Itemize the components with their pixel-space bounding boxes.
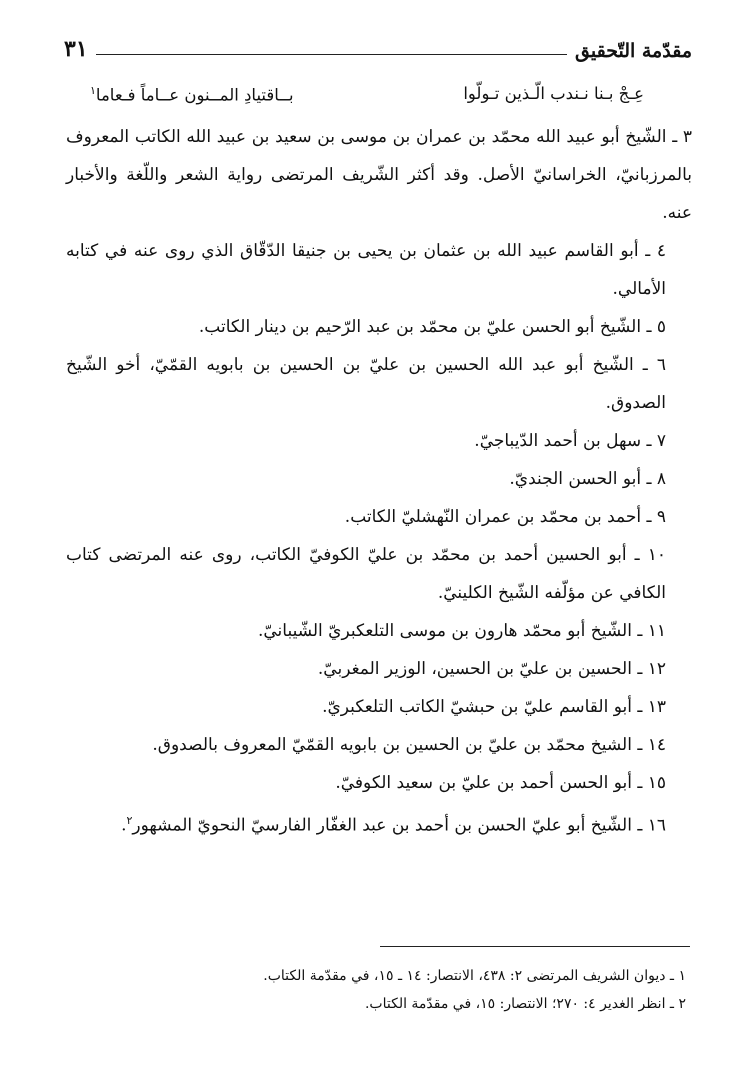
list-item: ١٤ ـ الشيخ محمّد بن عليّ بن الحسين بن بابويه القمّيّ المعروف بالصدوق. — [152, 735, 666, 755]
list-item: ١٣ ـ أبو القاسم عليّ بن حبشيّ الكاتب التلعكبريّ. — [322, 697, 666, 717]
poem-verse — [90, 84, 644, 105]
running-header — [64, 32, 692, 62]
footnotes — [150, 962, 686, 1018]
page-number: ٣١ — [64, 36, 88, 62]
running-title: مقدّمة التّحقيق — [575, 40, 692, 62]
verse-first-hemistich: عِـجْ بـنا نـندب الّـذين تـولّوا — [463, 84, 644, 103]
list-item: ٨ ـ أبو الحسن الجنديّ. — [509, 469, 666, 489]
list-item: ١١ ـ الشّيخ أبو محمّد هارون بن موسى التلعكبريّ الشّيبانيّ. — [257, 621, 666, 641]
list-item: ٧ ـ سهل بن أحمد الدّيباجيّ. — [474, 431, 666, 451]
list-item: ١٦ ـ الشّيخ أبو عليّ الحسن بن أحمد بن عبد الغفّار الفارسيّ النحويّ المشهور$^٢$. — [121, 814, 666, 836]
footnote-divider — [380, 946, 690, 947]
list-item: ١٢ ـ الحسين بن عليّ بن الحسين، الوزير المغربيّ. — [317, 659, 666, 679]
footnote-ref-2: ٢ — [126, 814, 133, 827]
list-item: ١٥ ـ أبو الحسن أحمد بن عليّ بن سعيد الكوفيّ. — [335, 773, 666, 793]
footnote-ref-1: ١ — [90, 84, 96, 97]
list-item: ٥ ـ الشّيخ أبو الحسن عليّ بن محمّد بن عبد الرّحيم بن دينار الكاتب. — [198, 317, 666, 337]
list-item: ٩ ـ أحمد بن محمّد بن عمران النّهشليّ الكاتب. — [344, 507, 666, 527]
header-rule — [96, 54, 567, 55]
verse-second-hemistich: بــاقتيادِ المــنون عــاماً فـعاما$^١$ — [90, 84, 294, 105]
main-text — [66, 118, 692, 845]
list-item: ٣ ـ الشّيخ أبو عبيد الله محمّد بن عمران بن موسى بن سعيد بن عبيد الله الكاتب المعروف بالمرزبانيّ، الخراسانيّ الأصل. وقد أكثر الشّريف المرتضى رواية الشعر واللّغة والأخبار عنه. — [66, 127, 692, 223]
footnote-1: ١ ـ ديوان الشريف المرتضى ٢: ٤٣٨، الانتصار: ١٤ ـ ١٥، في مقدّمة الكتاب. — [263, 968, 686, 984]
list-item: ٤ ـ أبو القاسم عبيد الله بن عثمان بن يحيى بن جنيقا الدّقّاق الذي روى عنه في كتابه الأمالي. — [66, 241, 666, 299]
list-item: ٦ ـ الشّيخ أبو عبد الله الحسين بن عليّ بن الحسين بن بابويه القمّيّ، أخو الشّيخ الصدوق. — [66, 355, 666, 413]
footnote-2: ٢ ـ انظر الغدير ٤: ٢٧٠؛ الانتصار: ١٥، في مقدّمة الكتاب. — [364, 996, 686, 1012]
list-item: ١٠ ـ أبو الحسين أحمد بن محمّد بن عليّ الكوفيّ الكاتب، روى عنه المرتضى كتاب الكافي عن مؤلّفه الشّيخ الكلينيّ. — [66, 545, 666, 603]
